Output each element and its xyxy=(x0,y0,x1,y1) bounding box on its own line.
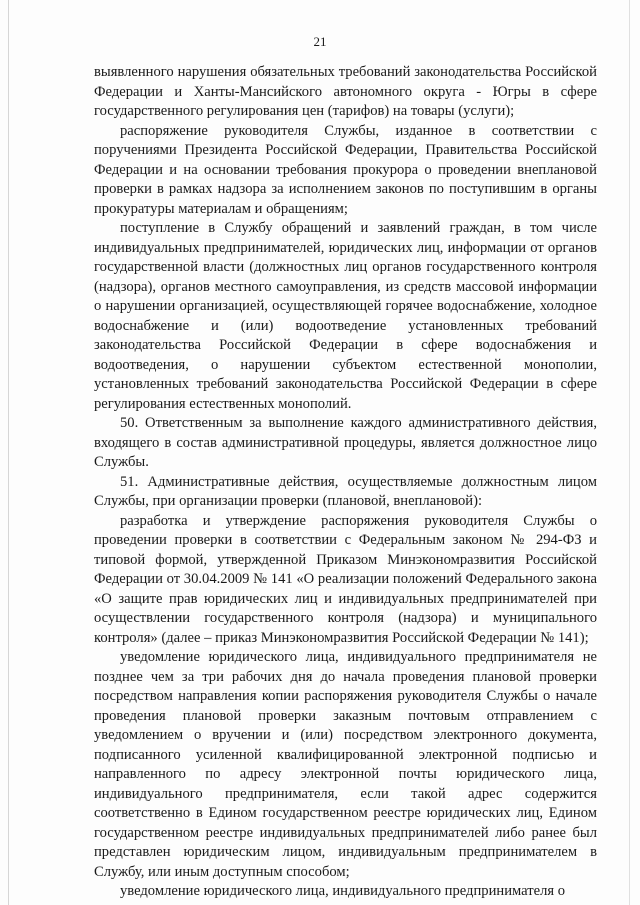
paragraph-continuation: выявленного нарушения обязательных требований законодательства Российской Федерации и Ханты-Мансийского автономного округа - Югры в сфере государственного регулирования цен (тарифов) на товары (услуги); xyxy=(94,64,597,119)
paragraph-item-50: 50. Ответственным за выполнение каждого административного действия, входящего в состав административной процедуры, является должностное лицо Службы. xyxy=(94,415,597,470)
paragraph-citizen-appeals: поступление в Службу обращений и заявлений граждан, в том числе индивидуальных предпринимателей, юридических лиц, информации от органов государственной власти (должностных лиц органов государственного контроля (надзора), органов местного самоуправления, из средств массовой информации о нарушении организацией, осуществляющей горячее водоснабжение, холодное водоснабжение и (или) водоотведение установленных требований законодательства Российской Федерации в сфере водоснабжения и водоотведения, о нарушении субъектом естественной монополии, установленных требований законодательства Российской Федерации в сфере регулирования естественных монополий. xyxy=(94,220,597,412)
page-number: 21 xyxy=(313,34,327,49)
scan-edge-left xyxy=(8,0,9,905)
paragraph-order-instruction: распоряжение руководителя Службы, изданное в соответствии с поручениями Президента Российской Федерации, Правительства Российской Федерации и на основании требования прокурора о проведении внеплановой проверки в рамках надзора за исполнением законов по поступившим в органы прокуратуры материалам и обращениям; xyxy=(94,122,597,217)
paragraph-item-51: 51. Административные действия, осуществляемые должностным лицом Службы, при организации проверки (плановой, внеплановой): xyxy=(94,473,597,509)
document-body xyxy=(94,63,597,902)
scan-edge-right xyxy=(629,0,630,905)
paragraph-order-development: разработка и утверждение распоряжения руководителя Службы о проведении проверки в соответствии с Федеральным законом № 294-ФЗ и типовой формой, утвержденной Приказом Минэкономразвития Российской Федерации от 30.04.2009 № 141 «О реализации положений Федерального закона «О защите прав юридических лиц и индивидуальных предпринимателей при осуществлении государственного контроля (надзора) и муниципального контроля» (далее – приказ Минэкономразвития Российской Федерации № 141); xyxy=(94,512,597,646)
paragraph-notification-planned: уведомление юридического лица, индивидуального предпринимателя не позднее чем за три рабочих дня до начала проведения плановой проверки посредством направления копии распоряжения руководителя Службы о начале проведения плановой проверки заказным почтовым отправлением с уведомлением о вручении и (или) посредством электронного документа, подписанного усиленной квалифицированной электронной подписью и направленного по адресу электронной почты юридического лица, индивидуального предпринимателя, если такой адрес содержится соответственно в Едином государственном реестре юридических лиц, Едином государственном реестре индивидуальных предпринимателей либо ранее был представлен юридическим лицом, индивидуальным предпринимателем в Службу, или иным доступным способом; xyxy=(94,649,597,880)
paragraph-notification-continued: уведомление юридического лица, индивидуального предпринимателя о xyxy=(120,883,566,899)
